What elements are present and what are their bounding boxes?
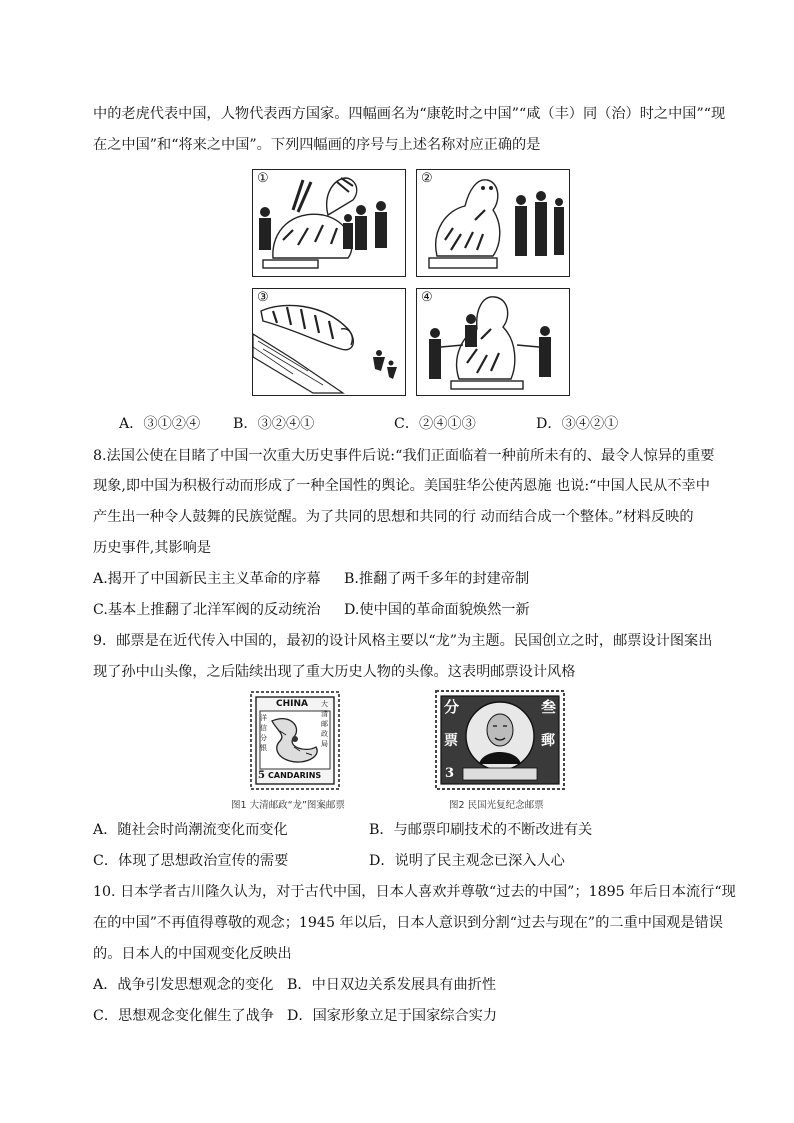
q7-option-c[interactable]: C．②④①③ xyxy=(394,416,476,432)
q10-option-a[interactable]: A．战争引发思想观念的变化 xyxy=(93,977,274,993)
q7-option-a[interactable]: A．③①②④ xyxy=(119,416,201,432)
tiger-subdued-illustration xyxy=(253,170,405,276)
stamp2-corner-tr: 叁 xyxy=(541,698,557,716)
panel-number: ④ xyxy=(421,290,433,305)
q8-options-row-1 xyxy=(93,569,713,589)
cartoon-panel-1 xyxy=(252,169,406,277)
panel-number: ② xyxy=(421,171,433,186)
stamp2-side-left: 票 xyxy=(444,733,458,749)
stamp2-caption: 图2 民国光复纪念邮票 xyxy=(449,800,544,811)
cartoon-panel-3 xyxy=(252,288,406,396)
panel-number: ① xyxy=(257,171,269,186)
q7-options xyxy=(93,414,713,434)
stamp1-caption: 图1 大清邮政“龙”图案邮票 xyxy=(231,800,345,811)
q9-option-c[interactable]: C．体现了思想政治宣传的需要 xyxy=(93,853,289,869)
stamp1-top-text: CHINA xyxy=(276,699,308,709)
tiger-leaping-illustration xyxy=(253,289,405,395)
stamp2-side-right: 郵 xyxy=(541,733,555,749)
q8-line-2: 现象,即中国为积极行动而形成了一种全国性的舆论。美国驻华公使芮恩施 也说:“中国人民从不幸中 xyxy=(93,478,710,494)
q10-option-b[interactable]: B．中日双边关系发展具有曲折性 xyxy=(287,977,497,993)
q9-option-a[interactable]: A．随社会时尚潮流变化而变化 xyxy=(93,822,288,838)
sun-yat-sen-stamp xyxy=(435,690,565,790)
q7-line-1: 中的老虎代表中国，人物代表西方国家。四幅画名为“康乾时之中国”“咸（丰）同（治）时之中国”“现 xyxy=(93,106,726,122)
q9-line-1: 9．邮票是在近代传入中国的，最初的设计风格主要以“龙”为主题。民国创立之时，邮票设计图案出 xyxy=(93,633,713,649)
q7-option-b[interactable]: B．③②④① xyxy=(233,416,315,432)
tiger-bound-illustration xyxy=(417,289,569,395)
q8-line-3: 产生出一种令人鼓舞的民族觉醒。为了共同的思想和共同的行 动而结合成一个整体。”材料反映的 xyxy=(93,509,694,525)
q9-options-row-2 xyxy=(93,851,713,871)
stamp2-denomination: 3 xyxy=(445,766,455,781)
cartoon-panel-2 xyxy=(416,169,570,277)
q10-option-d[interactable]: D．国家形象立足于国家综合实力 xyxy=(287,1008,498,1024)
q10-options-row-1 xyxy=(93,975,713,995)
q8-option-b[interactable]: B.推翻了两千多年的封建帝制 xyxy=(344,571,530,587)
q8-line-4: 历史事件,其影响是 xyxy=(93,540,212,556)
q7-option-d[interactable]: D．③④②① xyxy=(536,416,619,432)
q9-option-b[interactable]: B．与邮票印刷技术的不断改进有关 xyxy=(369,822,593,838)
q10-line-3: 的。日本人的中国观变化反映出 xyxy=(93,946,292,962)
stamp2-corner-tl: 分 xyxy=(444,698,460,716)
q10-line-2: 在的中国”不再值得尊敬的观念；1945 年以后，日本人意识到分割“过去与现在”的二重中国观是错误 xyxy=(93,915,723,931)
q9-line-2: 现了孙中山头像，之后陆续出现了重大历史人物的头像。这表明邮票设计风格 xyxy=(93,664,576,680)
q9-options-row-1 xyxy=(93,820,713,840)
tiger-sitting-illustration xyxy=(417,170,569,276)
q10-options-row-2 xyxy=(93,1006,713,1026)
stamp1-right-chars: 大 清 邮 政 局 xyxy=(321,700,328,748)
q8-option-a[interactable]: A.揭开了中国新民主主义革命的序幕 xyxy=(93,571,321,587)
stamp1-left-chars: 洋 信 分 银 xyxy=(260,714,267,752)
q10-option-c[interactable]: C．思想观念变化催生了战争 xyxy=(93,1008,275,1024)
dragon-stamp xyxy=(250,691,340,790)
q8-option-c[interactable]: C.基本上推翻了北洋军阀的反动统治 xyxy=(93,602,321,618)
q8-option-d[interactable]: D.使中国的革命面貌焕然一新 xyxy=(344,602,530,618)
stamp1-bottom-text: CANDARINS xyxy=(268,771,322,780)
q8-options-row-2 xyxy=(93,600,713,620)
panel-number: ③ xyxy=(257,290,269,305)
q8-line-1: 8.法国公使在目睹了中国一次重大历史事件后说:“我们正面临着一种前所未有的、最令人惊异的重要 xyxy=(93,448,715,464)
q10-line-1: 10. 日本学者古川隆久认为，对于古代中国，日本人喜欢并尊敬“过去的中国”；1895 年后日本流行“现 xyxy=(93,884,736,900)
q9-option-d[interactable]: D．说明了民主观念已深入人心 xyxy=(369,853,565,869)
q7-line-2: 在之中国”和“将来之中国”。下列四幅画的序号与上述名称对应正确的是 xyxy=(93,137,541,153)
cartoon-panel-4 xyxy=(416,288,570,396)
stamp1-denomination: 5 xyxy=(258,770,265,781)
